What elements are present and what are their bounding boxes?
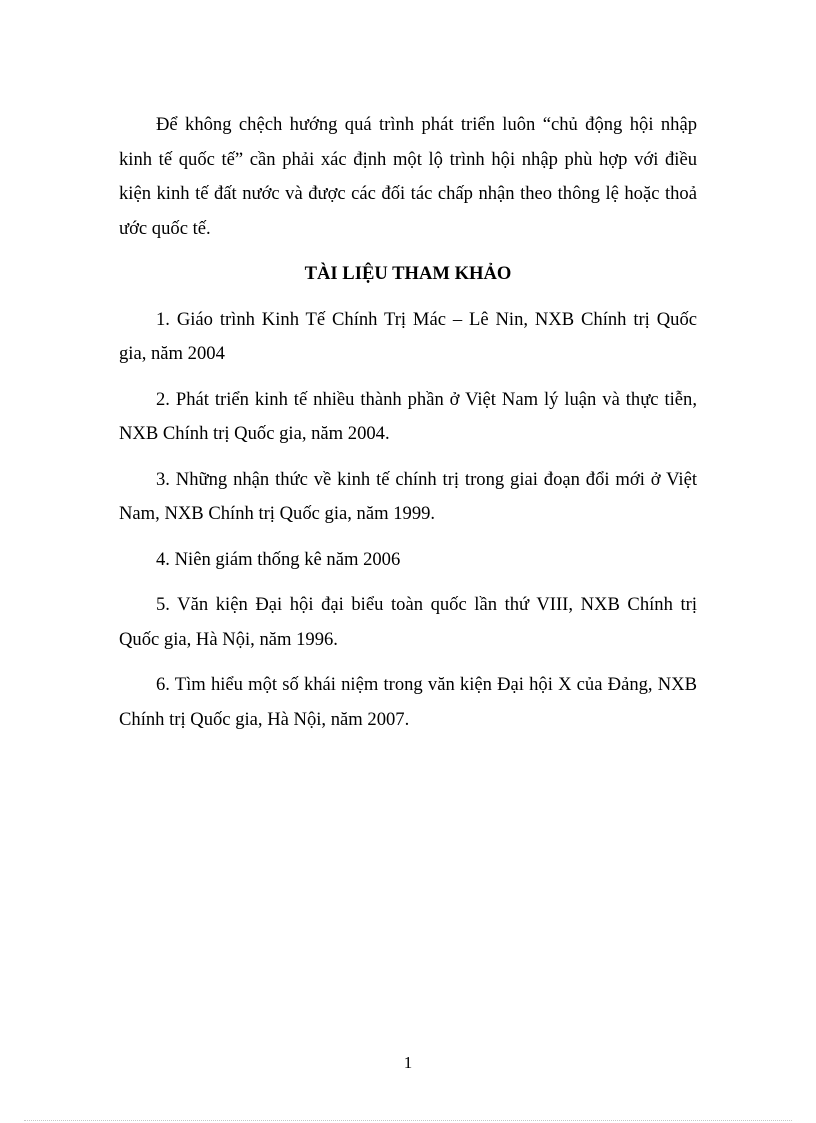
page-number: 1 bbox=[403, 1053, 413, 1072]
reference-item: 2. Phát triển kinh tế nhiều thành phần ở Việt Nam lý luận và thực tiễn, NXB Chính trị Quốc gia, năm 2004. bbox=[119, 388, 697, 444]
page-bottom-divider bbox=[24, 1120, 792, 1121]
page-content bbox=[119, 108, 697, 737]
reference-item: 3. Những nhận thức về kinh tế chính trị trong giai đoạn đổi mới ở Việt Nam, NXB Chính trị Quốc gia, năm 1999. bbox=[119, 468, 697, 524]
reference-item: 6. Tìm hiểu một số khái niệm trong văn kiện Đại hội X của Đảng, NXB Chính trị Quốc gia, Hà Nội, năm 2007. bbox=[119, 674, 697, 730]
reference-item: 1. Giáo trình Kinh Tế Chính Trị Mác – Lê Nin, NXB Chính trị Quốc gia, năm 2004 bbox=[119, 308, 697, 364]
reference-item: 5. Văn kiện Đại hội đại biểu toàn quốc lần thứ VIII, NXB Chính trị Quốc gia, Hà Nội, năm 1996. bbox=[119, 594, 697, 650]
reference-item: 4. Niên giám thống kê năm 2006 bbox=[156, 548, 401, 570]
references-list bbox=[119, 303, 697, 738]
references-heading: TÀI LIỆU THAM KHẢO bbox=[304, 263, 512, 284]
intro-paragraph: Để không chệch hướng quá trình phát triển luôn “chủ động hội nhập kinh tế quốc tế” cần phải xác định một lộ trình hội nhập phù hợp với điều kiện kinh tế đất nước và được các đối tác chấp nhận theo thông lệ hoặc thoả ước quốc tế. bbox=[119, 114, 697, 239]
